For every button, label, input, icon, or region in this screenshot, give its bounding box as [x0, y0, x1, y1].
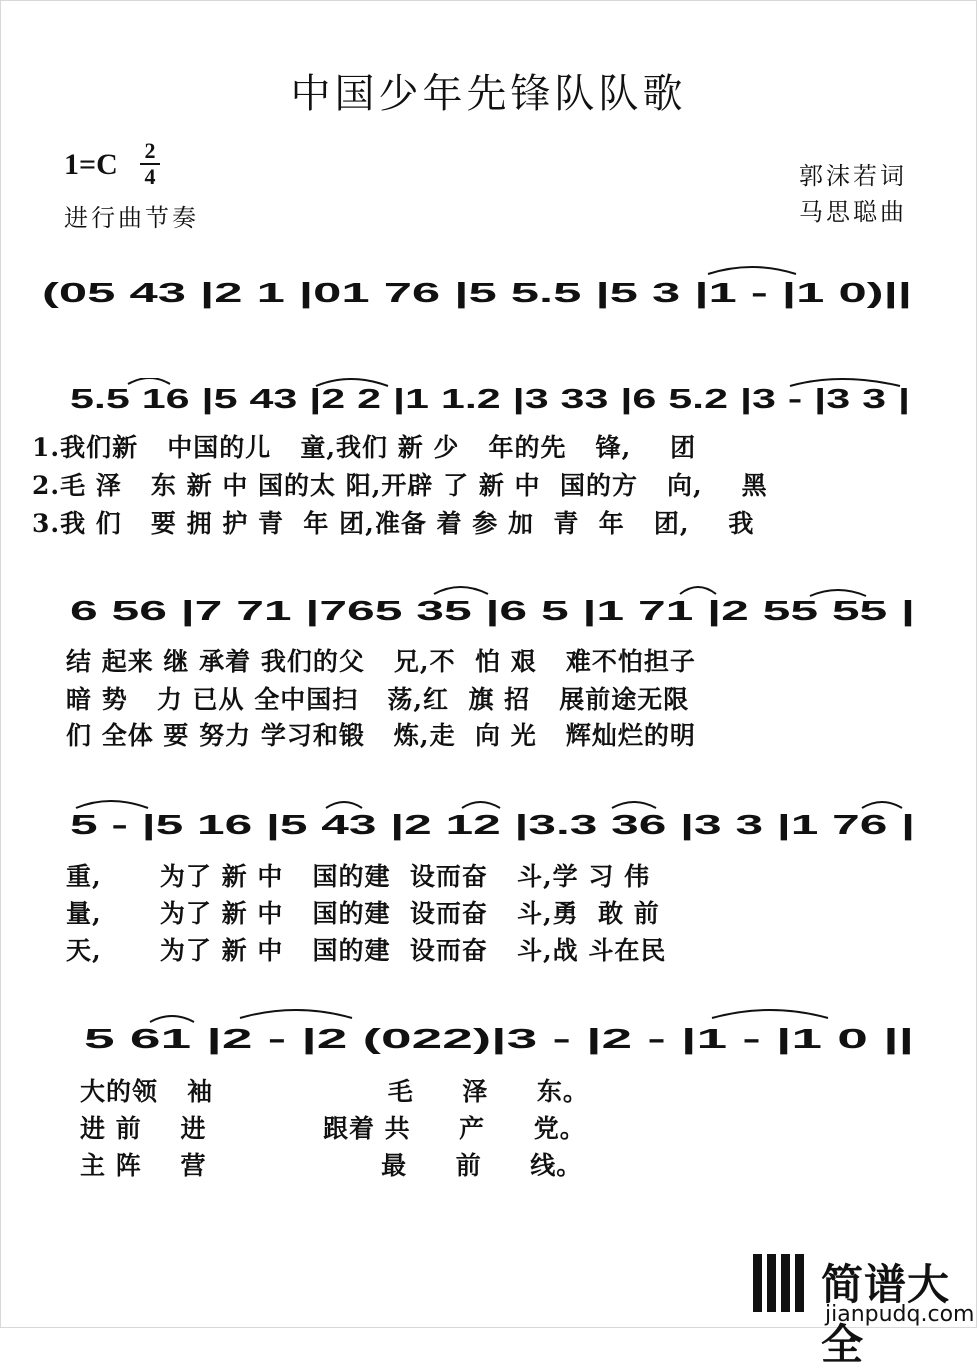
tie-4a [76, 801, 148, 808]
lyric-row2-verse2: 暗 势 力 已从 全中国扫 荡,红 旗 招 展前途无限 [66, 685, 690, 714]
tempo-marking: 进行曲节奏 [64, 204, 199, 232]
lyric-row4-verse2: 进 前 进 跟着 共 产 党。 [80, 1114, 586, 1143]
tie-4e [862, 802, 902, 808]
notation-line-1-text [42, 277, 912, 308]
logo-name: 简谱大全 [821, 1260, 951, 1369]
notation-text-5: 5 61 |2 - |2 (022)|3 - |2 - |1 - |1 0 || [84, 1023, 914, 1054]
lyric-row1-verse2: 2.毛 泽 东 新 中 国的太 阳,开辟 了 新 中 国的方 向, 黑 [32, 471, 768, 500]
lyric-row4-verse1: 大的领 袖 毛 泽 东。 [80, 1077, 589, 1106]
notation-line-1 [0, 260, 977, 330]
lyricist-credit: 郭沫若词 [799, 162, 907, 190]
notation-text-2: 5.5 16 |5 43 |2 2 |1 1.2 |3 33 |6 5.2 |3 - |3 3 | [70, 383, 910, 414]
tie-3b [680, 587, 716, 594]
piano-keys-icon [747, 1250, 817, 1318]
tie-1 [708, 267, 796, 274]
composer-credit: 马思聪曲 [799, 198, 907, 226]
tie-4b [326, 802, 362, 808]
notation-line-4 [0, 792, 977, 862]
lyric-row1-verse3: 3.我 们 要 拥 护 青 年 团,准备 着 参 加 青 年 团, 我 [32, 509, 755, 538]
time-bottom: 4 [144, 164, 156, 189]
notation-text-4: 5 - |5 16 |5 43 |2 12 |3.3 36 |3 3 |1 76 | [70, 809, 915, 840]
lyric-row2-verse3: 们 全体 要 努力 学习和锻 炼,走 向 光 辉灿烂的明 [66, 721, 696, 750]
song-title: 中国少年先锋队队歌 [290, 71, 687, 117]
tie-4d [612, 802, 656, 808]
lyric-row2-verse1: 结 起来 继 承着 我们的父 兄,不 怕 艰 难不怕担子 [66, 647, 696, 676]
key-signature: 1=C [64, 148, 118, 181]
tie-3a [434, 587, 488, 594]
lyric-row3-verse3: 天, 为了 新 中 国的建 设而奋 斗,战 斗在民 [66, 936, 667, 965]
notation-line-5 [0, 1006, 977, 1076]
site-logo [747, 1250, 977, 1369]
time-signature [140, 140, 160, 188]
lyric-row1-verse1: 1.我们新 中国的儿 童,我们 新 少 年的先 锋, 团 [32, 433, 697, 462]
lyric-row4-verse3: 主 阵 营 最 前 线。 [80, 1151, 583, 1180]
notation-text-1: (05 43 |2 1 |01 76 |5 5.5 |5 3 |1 - |1 0)|| [42, 277, 912, 308]
notation-text-3: 6 56 |7 71 |765 35 |6 5 |1 71 |2 55 55 | [70, 595, 915, 626]
tie-5a [150, 1016, 194, 1022]
lyric-row3-verse2: 量, 为了 新 中 国的建 设而奋 斗,勇 敢 前 [66, 899, 660, 928]
tie-5b [240, 1010, 352, 1018]
logo-url: jianpudq.com [825, 1302, 975, 1327]
tie-5c [712, 1010, 828, 1018]
notation-line-3 [0, 580, 977, 650]
tie-4c [462, 802, 500, 808]
time-top: 2 [144, 138, 156, 163]
lyric-row3-verse1: 重, 为了 新 中 国的建 设而奋 斗,学 习 伟 [66, 862, 651, 891]
